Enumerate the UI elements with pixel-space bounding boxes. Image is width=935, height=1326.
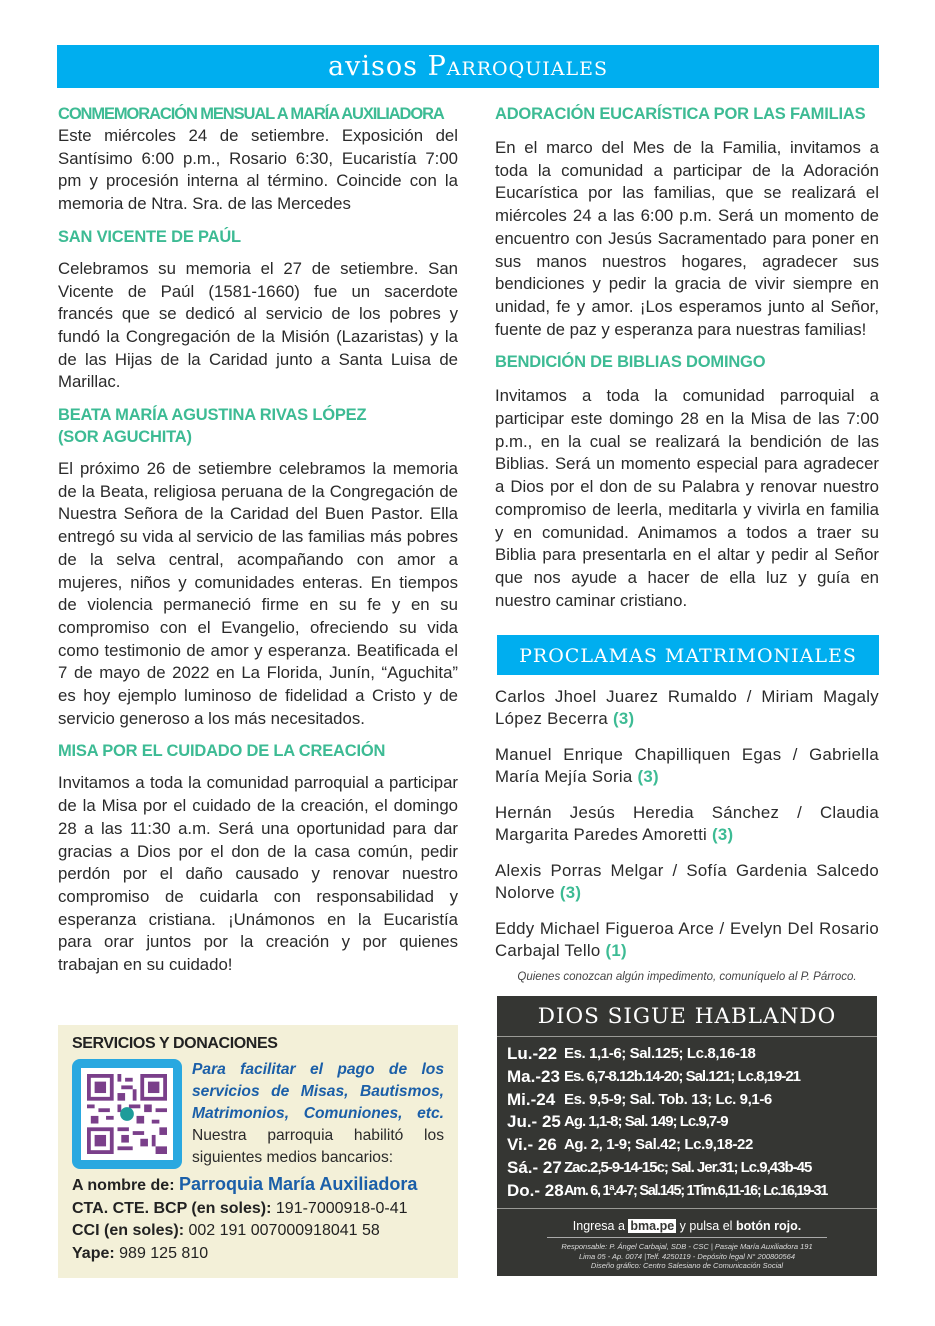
account-value: 989 125 810: [119, 1244, 209, 1262]
section-misa-creacion: [58, 740, 458, 976]
section-heading: MISA POR EL CUIDADO DE LA CREACIÓN: [58, 742, 386, 761]
reading-refs: Ag. 2, 1-9; Sal.42; Lc.9,18-22: [564, 1136, 753, 1154]
section-adoracion: [495, 103, 879, 341]
proclama-item: [495, 686, 879, 730]
reading-day: Ma.-23: [507, 1066, 560, 1086]
title-first-word: avisos: [328, 51, 418, 82]
cta-middle: y pulsa el: [679, 1219, 733, 1233]
reading-row: [507, 1043, 877, 1066]
readings-list: [497, 1037, 877, 1209]
reading-row: [507, 1111, 877, 1134]
dios-sigue-hablando-panel: [497, 996, 877, 1276]
donations-title: SERVICIOS Y DONACIONES: [72, 1035, 278, 1052]
reading-day: Sá.- 27: [507, 1157, 562, 1177]
reading-day: Lu.-22: [507, 1044, 558, 1063]
account-label: CTA. CTE. BCP (en soles):: [72, 1199, 272, 1217]
reading-row: [507, 1089, 877, 1112]
section-heading: BENDICIÓN DE BIBLIAS DOMINGO: [495, 353, 766, 372]
reading-row: [507, 1066, 877, 1089]
section-body: Este miércoles 24 de setiembre. Exposición del Santísimo 6:00 p.m., Rosario 6:30, Eucaristía 7:00 pm y procesión interna al término. Coincide con la memoria de Ntra. Sra. de las Mercedes: [58, 126, 458, 214]
proclama-item: [495, 802, 879, 846]
reading-row: [507, 1157, 877, 1180]
holder-label: A nombre de:: [72, 1177, 175, 1194]
cta-prefix: Ingresa a: [572, 1219, 625, 1233]
section-heading: ADORACIÓN EUCARÍSTICA POR LAS FAMILIAS: [495, 105, 866, 123]
holder-value: Parroquia María Auxiliadora: [178, 1174, 418, 1194]
proclamas-note: Quienes conozcan algún impedimento, comuníquelo al P. Párroco.: [517, 971, 857, 983]
section-body: El próximo 26 de setiembre celebramos la memoria de la Beata, religiosa peruana de la Congregación de Nuestra Señora de la Caridad del Buen Pastor. Ella entregó su vida al servicio de las familias más pobres de la selva central, acompañando con amor a mujeres, niños y comunidades enteras. En tiempos de violencia permaneció firme en su fe y en su compromiso con el Evangelio, ofreciendo su vida como testimonio de amor y esperanza. Beatificada el 7 de mayo de 2022 en La Florida, Junín, “Aguchita” es hoy ejemplo luminoso de fidelidad a Cristo y de servicio generoso a los más necesitados.: [58, 459, 458, 728]
reading-row: [507, 1134, 877, 1157]
reading-day: Mi.-24: [507, 1089, 556, 1109]
right-column: [495, 103, 879, 612]
qr-code-frame: [72, 1059, 182, 1169]
proclamas-banner: PROCLAMAS MATRIMONIALES: [497, 635, 879, 675]
section-heading: SAN VICENTE DE PAÚL: [58, 227, 241, 246]
reading-row: [507, 1180, 877, 1203]
dios-footer: [497, 1209, 877, 1271]
proclama-item: [495, 860, 879, 904]
website-link[interactable]: bma.pe: [630, 1219, 675, 1233]
proclama-item: [495, 744, 879, 788]
reading-refs: Es. 6,7-8.12b.14-20; Sal.121; Lc.8,19-21: [564, 1067, 800, 1085]
cta-bold: botón rojo.: [735, 1219, 802, 1233]
account-cci: [72, 1220, 444, 1243]
couple-names: Carlos Jhoel Juarez Rumaldo / Miriam Magaly López Becerra: [495, 687, 879, 728]
section-body: Invitamos a toda la comunidad parroquial a participar este domingo 28 en la Misa de las 7:00 p.m., en la cual se realizará la bendición de las Biblias. Será un momento especial para agradecer a Dios por el don de su Palabra y renovar nuestro compromiso de leerla, meditarla y vivirla en familia y en comunidad. Animamos a todos a traer su Biblia para presentarla en el altar y pedir al Señor que nos ayude a hacer de ella luz y guía en nuestro caminar cristiano.: [495, 386, 879, 610]
couple-names: Manuel Enrique Chapilliquen Egas / Gabriella María Mejía Soria: [495, 745, 879, 786]
account-bcp: [72, 1198, 444, 1221]
account-label: Yape:: [72, 1244, 115, 1262]
proclamas-list: [495, 686, 879, 983]
couple-names: Hernán Jesús Heredia Sánchez / Claudia Margarita Paredes Amoretti: [495, 803, 879, 844]
page-title-banner: [57, 45, 879, 88]
section-conmemoracion: [58, 103, 458, 216]
proclama-count: (3): [559, 883, 582, 902]
proclama-count: (3): [637, 767, 659, 786]
yape-qr-code-icon: [87, 1074, 167, 1154]
website-cta: [547, 1219, 827, 1238]
donations-intro: [192, 1059, 444, 1169]
proclama-count: (3): [712, 825, 734, 844]
proclama-item: [495, 918, 879, 962]
proclama-count: (3): [613, 709, 635, 728]
section-heading: BEATA MARÍA AGUSTINA RIVAS LÓPEZ (SOR AGUCHITA): [58, 406, 367, 447]
reading-refs: Ag. 1,1-8; Sal. 149; Lc.9,7-9: [564, 1113, 728, 1131]
account-yape: [72, 1243, 444, 1266]
account-holder: [72, 1173, 444, 1198]
reading-refs: Zac.2,5-9-14-15c; Sal. Jer.31; Lc.9,43b-45: [564, 1158, 812, 1176]
section-heading: CONMEMORACIÓN MENSUAL A MARÍA AUXILIADORA: [58, 105, 444, 123]
section-body: En el marco del Mes de la Familia, invitamos a toda la comunidad a participar de la Adoración Eucarística por las familias, que se realizará el miércoles 24 a las 6:00 p.m. Será un momento de encuentro con Jesús Sacramentado para poner en sus manos nuestros hogares, agradecer sus bendiciones y pedir la gracia de vivir siempre en unidad, fe y amor. ¡Los esperamos junto al Señor, fuente de paz y esperanza para nuestras familias!: [495, 138, 879, 339]
donations-intro-italic: Para facilitar el pago de los servicios de Misas, Bautismos, Matrimonios, Comuniones, etc.: [192, 1061, 444, 1122]
title-second-word: Parroquiales: [427, 51, 608, 82]
reading-day: Vi.- 26: [507, 1135, 557, 1155]
proclama-count: (1): [605, 941, 627, 960]
section-san-vicente: [58, 226, 458, 394]
reading-refs: Am. 6, 1ª.4-7; Sal.145; 1Tim.6,11-16; Lc.16,19-31: [564, 1182, 827, 1199]
reading-day: Ju.- 25: [507, 1112, 561, 1132]
section-body: Invitamos a toda la comunidad parroquial a participar de la Misa por el cuidado de la creación, el domingo 28 a las 11:30 a.m. Será una oportunidad para dar gracias a Dios por el don de la casa común, pedir perdón por el daño causado y renovar nuestro compromiso de cuidarla con responsabilidad y esperanza cristiana. ¡Unámonos en la Eucaristía para orar juntos por la creación y por quienes trabajan en su cuidado!: [58, 773, 458, 975]
section-body: Celebramos su memoria el 27 de setiembre. San Vicente de Paúl (1581-1660) fue un sacerdote francés que se dedicó al servicio de los pobres y fundó la Congregación de la Misión (Lazaristas) y la de las Hijas de la Caridad junto a Santa Luisa de Marillac.: [58, 258, 458, 392]
credit-line: Responsable: P. Ángel Carbajal, SDB - CSC | Pasaje María Auxiliadora 191: [561, 1242, 813, 1251]
credits: [497, 1242, 877, 1271]
credit-line: Lima 05 - Ap. 0074 |Telf. 4250119 - Depósito legal N° 200800564: [578, 1251, 796, 1261]
credit-line: Diseño gráfico: Centro Salesiano de Comunicación Social: [590, 1261, 784, 1270]
couple-names: Alexis Porras Melgar / Sofía Gardenia Salcedo Nolorve: [495, 861, 879, 902]
reading-refs: Es. 1,1-6; Sal.125; Lc.8,16-18: [564, 1045, 756, 1062]
account-label: CCI (en soles):: [72, 1222, 185, 1239]
dios-title: DIOS SIGUE HABLANDO: [497, 996, 877, 1037]
donations-box: [58, 1025, 458, 1278]
couple-names: Eddy Michael Figueroa Arce / Evelyn Del Rosario Carbajal Tello: [495, 919, 879, 960]
section-bendicion-biblias: [495, 351, 879, 612]
account-value: 002 191 007000918041 58: [188, 1222, 380, 1239]
section-beata-aguchita: [58, 404, 458, 730]
reading-day: Do.- 28: [507, 1180, 564, 1200]
donations-intro-normal: Nuestra parroquia habilitó los siguientes medios bancarios:: [192, 1127, 444, 1166]
reading-refs: Es. 9,5-9; Sal. Tob. 13; Lc. 9,1-6: [564, 1090, 772, 1108]
account-value: 191-7000918-0-41: [275, 1199, 408, 1217]
left-column: [58, 103, 458, 977]
